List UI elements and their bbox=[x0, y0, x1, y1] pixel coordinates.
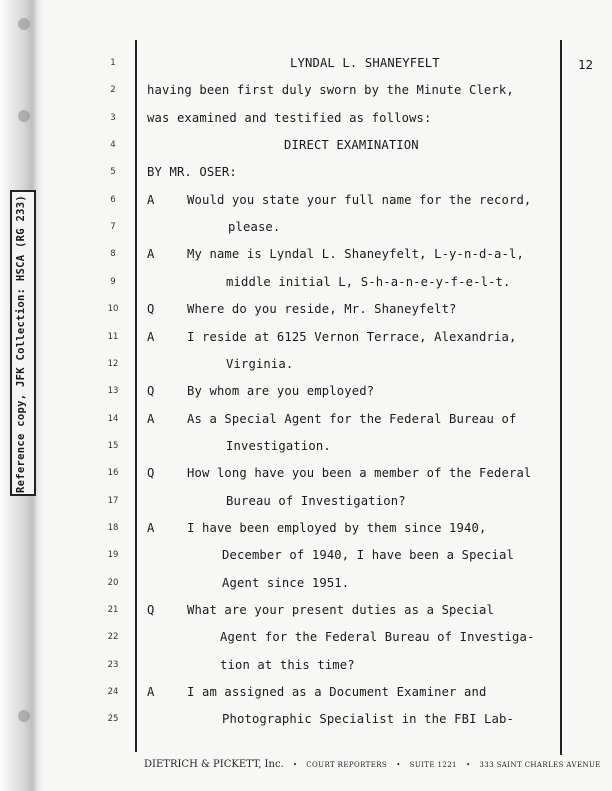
speaker-label: A bbox=[147, 685, 155, 700]
page-number: 12 bbox=[578, 57, 594, 72]
line-number: 20 bbox=[107, 577, 119, 588]
transcript-line: I reside at 6125 Vernon Terrace, Alexandria, bbox=[187, 329, 517, 344]
transcript-line: By whom are you employed? bbox=[187, 384, 375, 399]
transcript-line: Bureau of Investigation? bbox=[226, 493, 406, 508]
transcript-line: tion at this time? bbox=[220, 657, 355, 672]
transcript-line: having been first duly sworn by the Minute Clerk, bbox=[147, 83, 514, 98]
transcript-line: was examined and testified as follows: bbox=[147, 110, 432, 125]
line-number: 13 bbox=[107, 386, 119, 397]
right-margin-rule bbox=[560, 40, 562, 755]
transcript-line: BY MR. OSER: bbox=[147, 165, 237, 180]
line-number: 16 bbox=[107, 468, 119, 479]
transcript-line: LYNDAL L. SHANEYFELT bbox=[290, 56, 440, 70]
speaker-label: Q bbox=[147, 466, 155, 481]
line-number: 7 bbox=[110, 222, 116, 233]
punch-hole bbox=[18, 18, 30, 30]
line-number: 2 bbox=[110, 85, 116, 96]
line-number: 21 bbox=[107, 605, 119, 615]
speaker-label: A bbox=[147, 520, 155, 535]
speaker-label: A bbox=[147, 192, 155, 207]
transcript-line: middle initial L, S-h-a-n-e-y-f-e-l-t. bbox=[226, 274, 511, 289]
punch-hole bbox=[18, 710, 30, 722]
line-number: 4 bbox=[110, 140, 116, 151]
transcript-line: December of 1940, I have been a Special bbox=[222, 548, 515, 563]
line-number: 15 bbox=[107, 440, 119, 451]
line-number: 14 bbox=[107, 413, 119, 424]
line-number: 17 bbox=[107, 495, 119, 506]
transcript-line: My name is Lyndal L. Shaneyfelt, L-y-n-d-a-l, bbox=[187, 247, 524, 262]
speaker-label: A bbox=[147, 247, 155, 262]
transcript-line: please. bbox=[228, 220, 281, 235]
transcript-line: Virginia. bbox=[226, 356, 294, 371]
transcript-line: What are your present duties as a Special bbox=[187, 603, 494, 617]
firm-role: COURT REPORTERS bbox=[306, 761, 388, 769]
line-number: 24 bbox=[107, 687, 119, 698]
transcript-line: Investigation. bbox=[226, 438, 331, 453]
transcript-line: As a Special Agent for the Federal Bureau of bbox=[187, 411, 517, 426]
line-number: 10 bbox=[107, 304, 119, 315]
transcript-line: Agent for the Federal Bureau of Investiga- bbox=[220, 630, 535, 645]
transcript-line: How long have you been a member of the Federal bbox=[187, 466, 532, 481]
archive-stamp bbox=[10, 190, 36, 496]
transcript-line: I have been employed by them since 1940, bbox=[187, 520, 487, 535]
punch-hole bbox=[18, 110, 30, 122]
speaker-label: A bbox=[147, 411, 155, 426]
transcript-line: Would you state your full name for the record, bbox=[187, 192, 532, 207]
firm-suite: SUITE 1221 bbox=[409, 761, 457, 769]
speaker-label: A bbox=[147, 329, 155, 344]
speaker-label: Q bbox=[147, 302, 155, 317]
transcript-line: Where do you reside, Mr. Shaneyfelt? bbox=[187, 302, 457, 317]
line-number: 1 bbox=[110, 58, 116, 68]
line-number: 22 bbox=[107, 632, 119, 643]
line-number: 18 bbox=[107, 522, 119, 533]
transcript-line: DIRECT EXAMINATION bbox=[284, 138, 419, 153]
transcript-line: Photographic Specialist in the FBI Lab- bbox=[222, 712, 515, 727]
line-number: 3 bbox=[110, 112, 116, 123]
transcript-line: Agent since 1951. bbox=[222, 575, 350, 590]
line-number: 25 bbox=[107, 714, 119, 725]
transcript-line: I am assigned as a Document Examiner and bbox=[187, 685, 487, 700]
speaker-label: Q bbox=[147, 603, 155, 617]
line-number: 9 bbox=[110, 276, 116, 287]
firm-address: 333 SAINT CHARLES AVENUE bbox=[479, 761, 601, 769]
left-margin-rule bbox=[135, 40, 137, 752]
line-number: 12 bbox=[107, 358, 119, 369]
line-number: 11 bbox=[107, 331, 119, 342]
line-number: 6 bbox=[110, 194, 116, 205]
firm-name: DIETRICH & PICKETT, Inc. bbox=[144, 759, 284, 770]
line-number: 5 bbox=[110, 167, 116, 178]
line-number: 8 bbox=[110, 249, 116, 260]
archive-stamp-text: Reference copy, JFK Collection: HSCA (RG 233) bbox=[15, 195, 27, 493]
line-number: 23 bbox=[107, 659, 119, 670]
speaker-label: Q bbox=[147, 384, 155, 399]
line-number: 19 bbox=[107, 550, 119, 561]
footer: DIETRICH & PICKETT, Inc. • COURT REPORTERS • SUITE 1221 • 333 SAINT CHARLES AVENUE bbox=[144, 759, 601, 770]
